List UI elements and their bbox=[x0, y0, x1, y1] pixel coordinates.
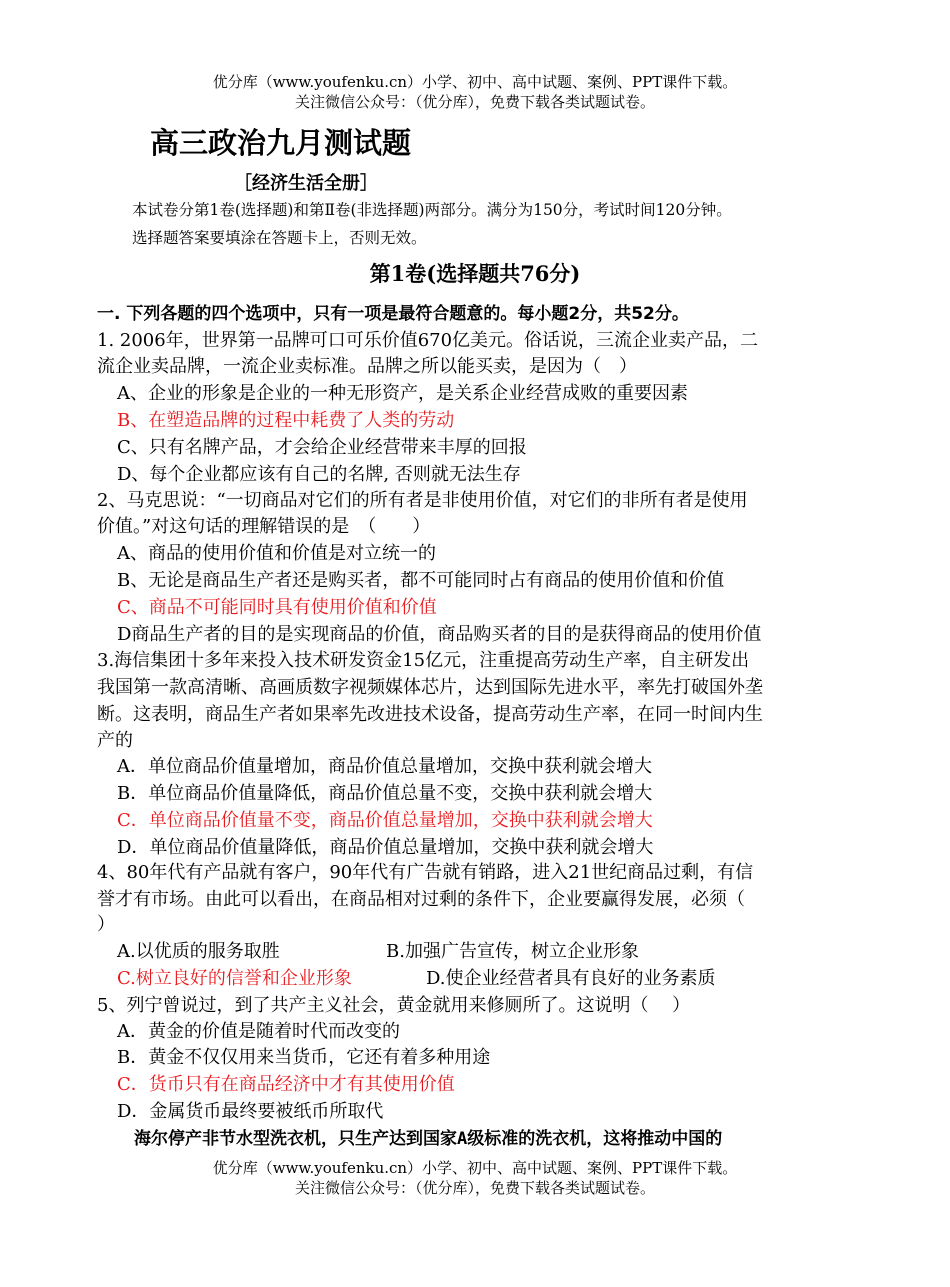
q4-option-a: A.以优质的服务取胜 bbox=[117, 941, 280, 962]
q3-stem-line-4: 产的 bbox=[97, 730, 133, 751]
q2-stem-line-2: 价值。”对这句话的理解错误的是 （ ） bbox=[97, 516, 431, 537]
q1-option-b-answer: B、在塑造品牌的过程中耗费了人类的劳动 bbox=[117, 410, 455, 431]
q3-stem-line-2: 我国第一款高清晰、高画质数字视频媒体芯片，达到国际先进水平，率先打破国外垄 bbox=[97, 677, 763, 698]
q2-option-a: A、商品的使用价值和价值是对立统一的 bbox=[117, 543, 436, 564]
q1-option-d: D、每个企业都应该有自己的名牌, 否则就无法生存 bbox=[117, 464, 521, 485]
q4-option-b: B.加强广告宣传，树立企业形象 bbox=[386, 941, 639, 962]
q2-option-d: D商品生产者的目的是实现商品的价值，商品购买者的目的是获得商品的使用价值 bbox=[117, 624, 762, 645]
intro-line-1: 本试卷分第1卷(选择题)和第Ⅱ卷(非选择题)两部分。满分为150分，考试时间120分钟。 bbox=[132, 201, 732, 219]
q3-option-b: B．单位商品价值量降低，商品价值总量不变，交换中获利就会增大 bbox=[117, 783, 653, 804]
q3-stem-line-1: 3.海信集团十多年来投入技术研发资金15亿元，注重提高劳动生产率，自主研发出 bbox=[97, 650, 750, 671]
q1-option-a: A、企业的形象是企业的一种无形资产，是关系企业经营成败的重要因素 bbox=[117, 383, 688, 404]
q1-stem-line-1: 1. 2006年，世界第一品牌可口可乐价值670亿美元。俗话说，三流企业卖产品，二 bbox=[97, 330, 759, 351]
q5-option-a: A．黄金的价值是随着时代而改变的 bbox=[117, 1021, 400, 1042]
q4-stem-line-1: 4、80年代有产品就有客户，90年代有广告就有销路，进入21世纪商品过剩，有信 bbox=[97, 862, 754, 883]
q1-option-c: C、只有名牌产品，才会给企业经营带来丰厚的回报 bbox=[117, 437, 527, 458]
header-line-1: 优分库（www.youfenku.cn）小学、初中、高中试题、案例、PPT课件下载。 bbox=[212, 73, 738, 91]
q2-option-b: B、无论是商品生产者还是购买者，都不可能同时占有商品的使用价值和价值 bbox=[117, 570, 725, 591]
q3-option-c-answer: C．单位商品价值量不变，商品价值总量增加，交换中获利就会增大 bbox=[117, 810, 653, 831]
page-title: 高三政治九月测试题 bbox=[150, 126, 412, 160]
q4-stem-line-3: ） bbox=[97, 914, 115, 935]
q3-stem-line-3: 断。这表明，商品生产者如果率先改进技术设备，提高劳动生产率，在同一时间内生 bbox=[97, 704, 763, 725]
q6-stem: 海尔停产非节水型洗衣机，只生产达到国家A级标准的洗衣机，这将推动中国的 bbox=[134, 1129, 723, 1149]
q4-option-c-answer: C.树立良好的信誉和企业形象 bbox=[117, 968, 352, 989]
intro-line-2: 选择题答案要填涂在答题卡上，否则无效。 bbox=[132, 229, 427, 247]
q1-stem-line-2: 流企业卖品牌，一流企业卖标准。品牌之所以能买卖，是因为（ ） bbox=[97, 356, 637, 377]
header-line-2: 关注微信公众号：（优分库），免费下载各类试题试卷。 bbox=[294, 93, 655, 111]
q3-option-a: A．单位商品价值量增加，商品价值总量增加，交换中获利就会增大 bbox=[117, 756, 652, 777]
q3-option-d: D．单位商品价值量降低，商品价值总量增加，交换中获利就会增大 bbox=[117, 837, 654, 858]
q5-stem: 5、列宁曾说过，到了共产主义社会，黄金就用来修厕所了。这说明（ ） bbox=[97, 995, 691, 1016]
section-title: 第1卷(选择题共76分) bbox=[369, 261, 581, 286]
q5-option-c-answer: C．货币只有在商品经济中才有其使用价值 bbox=[117, 1074, 455, 1095]
subtitle: ［经济生活全册］ bbox=[234, 173, 378, 194]
q4-stem-line-2: 誉才有市场。由此可以看出，在商品相对过剩的条件下，企业要赢得发展，必须（ bbox=[97, 889, 745, 910]
q2-option-c-answer: C、商品不可能同时具有使用价值和价值 bbox=[117, 597, 437, 618]
footer-line-2: 关注微信公众号：（优分库），免费下载各类试题试卷。 bbox=[294, 1179, 655, 1197]
footer-line-1: 优分库（www.youfenku.cn）小学、初中、高中试题、案例、PPT课件下载。 bbox=[212, 1159, 738, 1177]
part-heading: 一. 下列各题的四个选项中，只有一项是最符合题意的。每小题2分，共52分。 bbox=[97, 304, 689, 324]
q5-option-b: B．黄金不仅仅用来当货币，它还有着多种用途 bbox=[117, 1047, 491, 1068]
q2-stem-line-1: 2、马克思说：“一切商品对它们的所有者是非使用价值，对它们的非所有者是使用 bbox=[97, 490, 748, 511]
q5-option-d: D．金属货币最终要被纸币所取代 bbox=[117, 1101, 384, 1122]
q4-option-d: D.使企业经营者具有良好的业务素质 bbox=[426, 968, 716, 989]
